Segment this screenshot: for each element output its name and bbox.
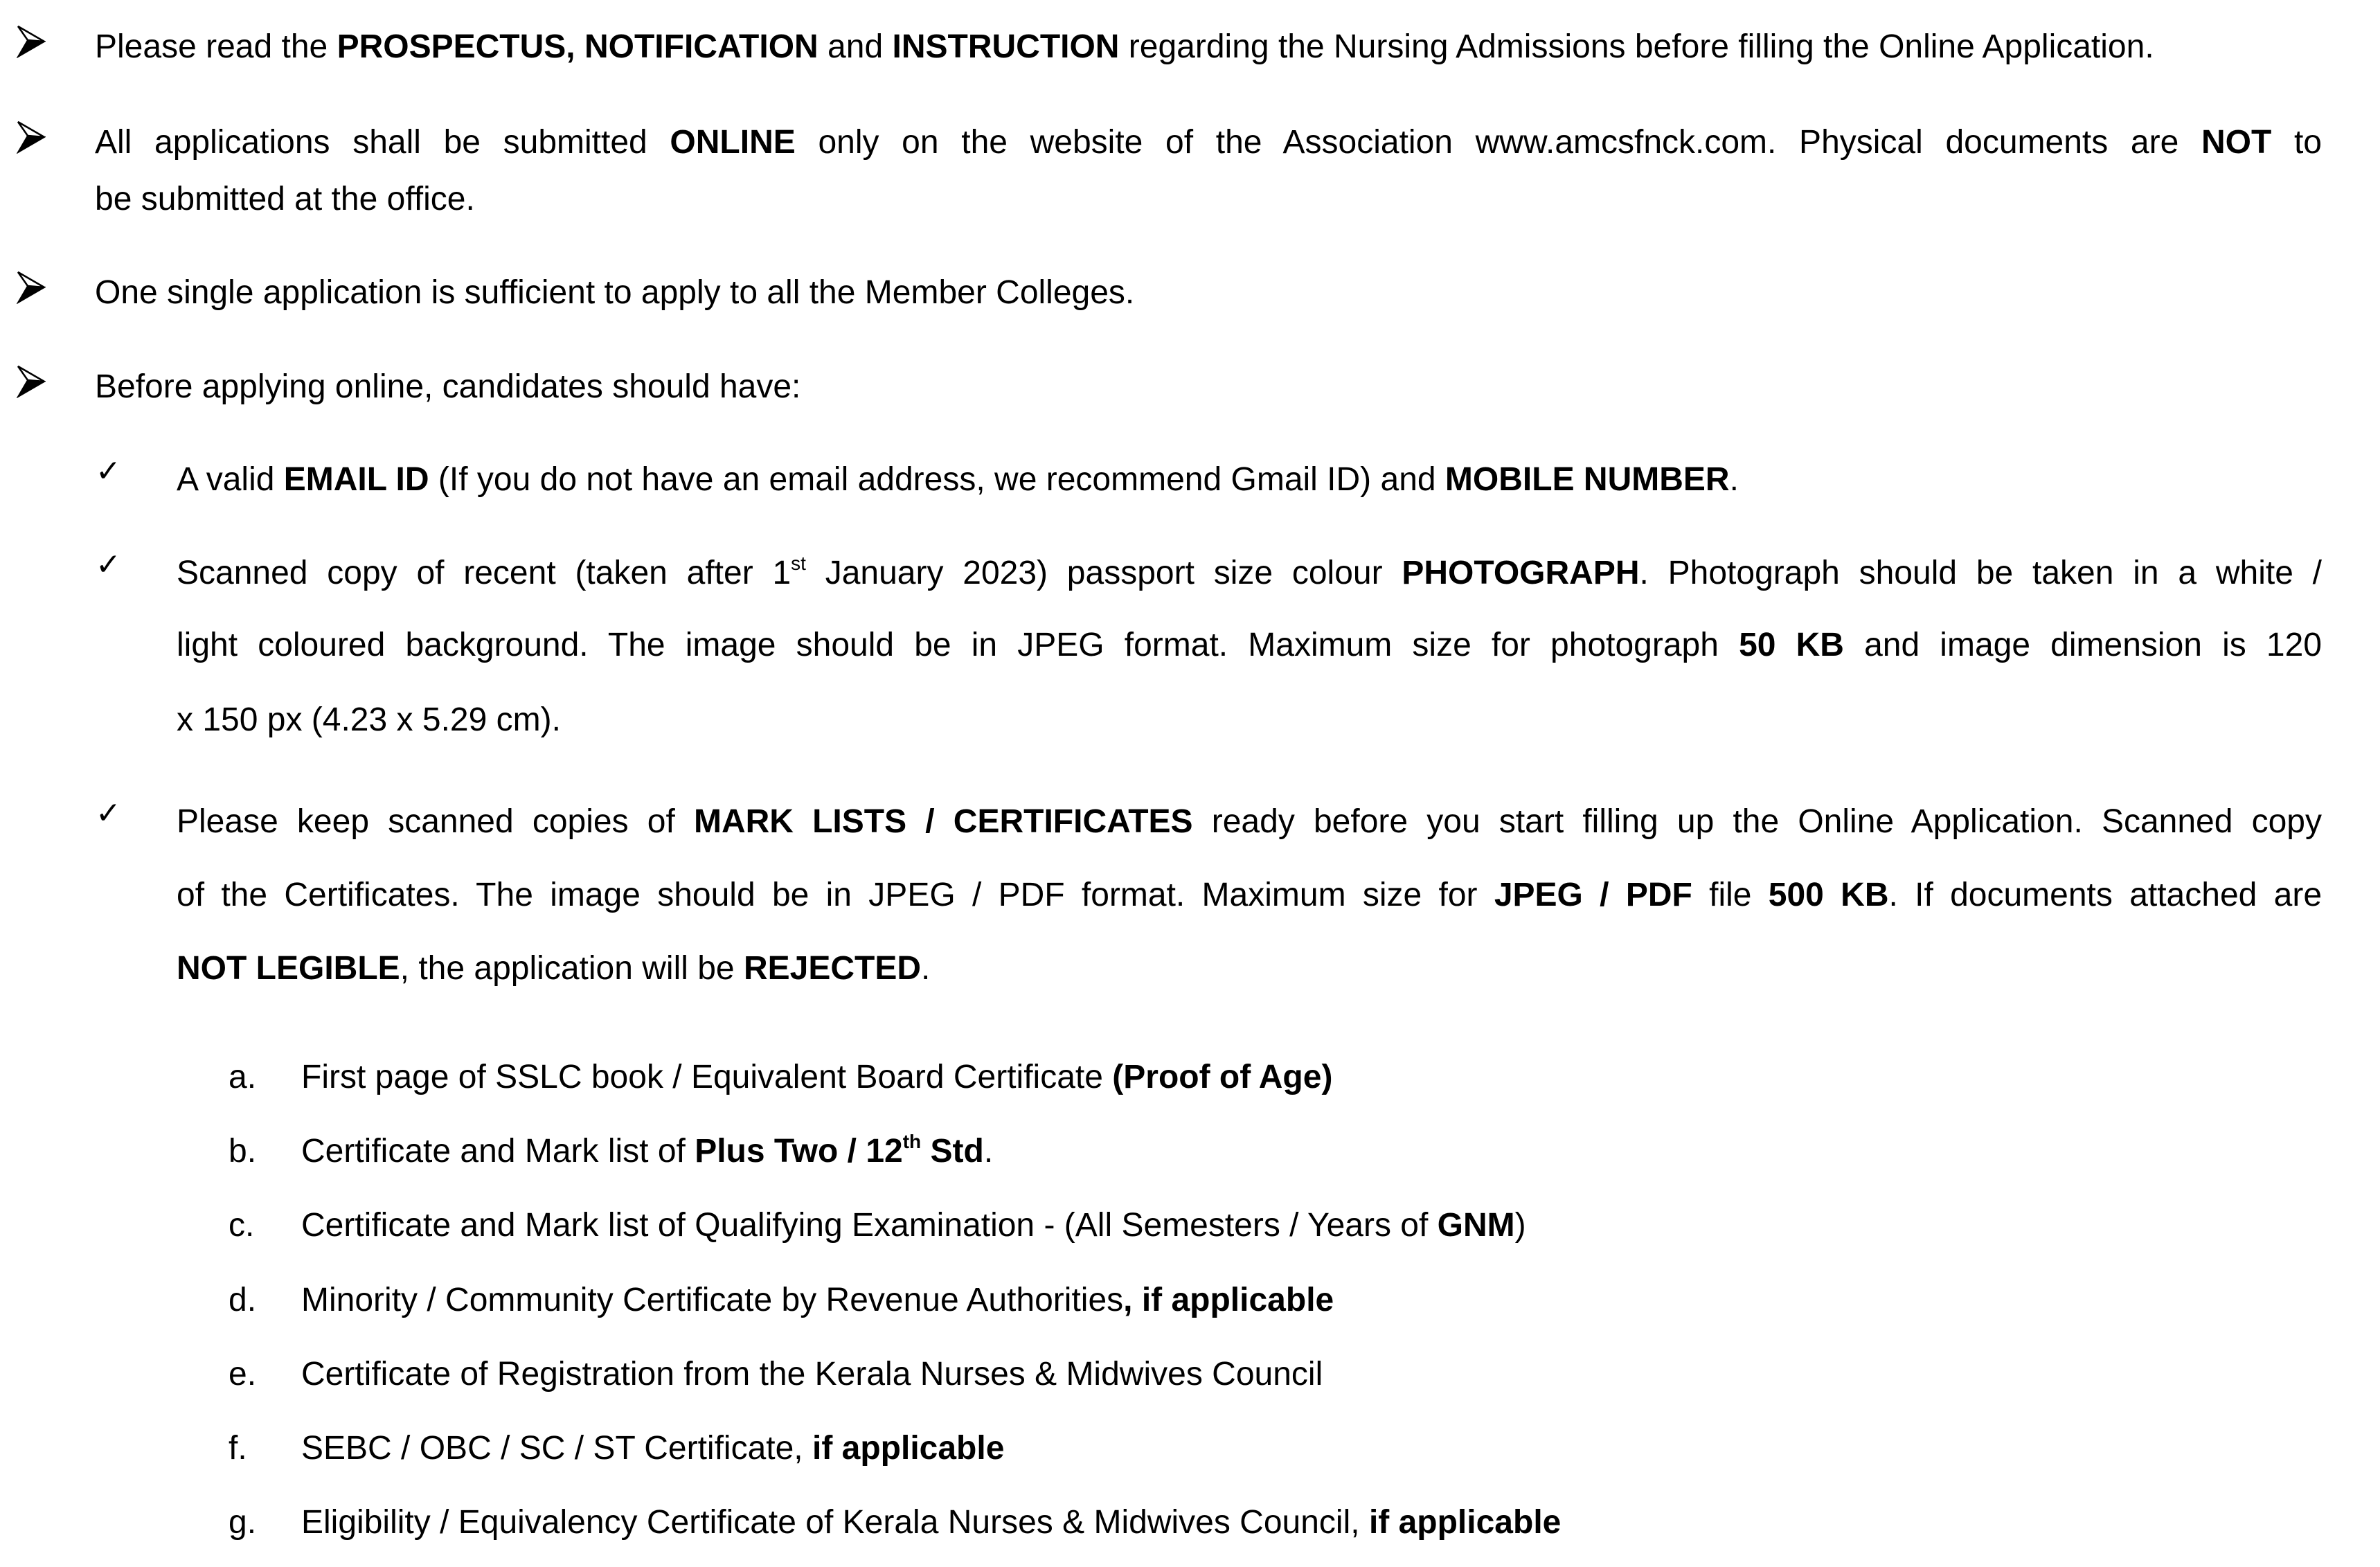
- bold-text: PHOTOGRAPH: [1402, 555, 1640, 591]
- arrow-bullet-icon: [17, 120, 46, 154]
- list-letter: g.: [229, 1504, 257, 1541]
- check-mark-icon: ✓: [96, 454, 121, 489]
- text-run: regarding the Nursing Admissions before filling the Online Application.: [1119, 28, 2154, 65]
- document-list-item: [301, 1131, 994, 1170]
- arrow-bullet-icon: [17, 25, 46, 58]
- text-run: First page of SSLC book / Equivalent Board Certificate: [301, 1059, 1113, 1095]
- text-run: of the Certificates. The image should be in JPEG / PDF format. Maximum size for: [177, 877, 1494, 913]
- text-run: Certificate of Registration from the Kerala Nurses & Midwives Council: [301, 1356, 1323, 1393]
- text-run: , the application will be: [400, 950, 744, 987]
- requirement-line: [177, 553, 2323, 591]
- document-list-item: [301, 1209, 1526, 1242]
- text-run: One single application is sufficient to apply to all the Member Colleges.: [95, 274, 1135, 311]
- document-list-item: [301, 1061, 1332, 1094]
- bold-text: PROSPECTUS, NOTIFICATION: [337, 28, 818, 65]
- bold-text: if applicable: [812, 1430, 1005, 1467]
- text-run: Minority / Community Certificate by Revenue Authorities: [301, 1282, 1124, 1318]
- requirement-line: [177, 952, 930, 985]
- bold-text: 500 KB: [1768, 877, 1889, 913]
- bold-text: NOT: [2201, 124, 2272, 161]
- text-run: January 2023) passport size colour: [805, 555, 1402, 591]
- text-run: file: [1692, 877, 1769, 913]
- bold-text: MARK LISTS / CERTIFICATES: [693, 803, 1193, 840]
- bullet-item-line: [95, 276, 1134, 310]
- text-run: Certificate and Mark list of: [301, 1133, 695, 1170]
- text-run: be submitted at the office.: [95, 181, 475, 217]
- bold-text: (Proof of Age): [1112, 1059, 1333, 1095]
- document-list-item: [301, 1284, 1334, 1317]
- list-letter: d.: [229, 1282, 257, 1318]
- text-run: ready before you start filling up the Online Application. Scanned copy: [1192, 803, 2323, 840]
- requirement-line: [177, 629, 2322, 662]
- check-mark-icon: ✓: [96, 547, 121, 582]
- bold-text: MOBILE NUMBER: [1444, 461, 1730, 498]
- bold-text: , if applicable: [1123, 1282, 1334, 1318]
- list-letter: c.: [229, 1207, 255, 1244]
- arrow-bullet-icon: [17, 365, 46, 398]
- list-letter: b.: [229, 1133, 257, 1170]
- requirement-line: [177, 463, 1739, 496]
- bold-text: JPEG / PDF: [1494, 877, 1692, 913]
- text-run: Certificate and Mark list of Qualifying Examination - (All Semesters / Years of: [301, 1207, 1438, 1244]
- bullet-item-line: [95, 126, 2322, 159]
- requirement-line: [177, 805, 2322, 839]
- text-run: light coloured background. The image should be in JPEG format. Maximum size for photograph: [177, 627, 1739, 663]
- bold-text: INSTRUCTION: [892, 28, 1120, 65]
- text-run: x 150 px (4.23 x 5.29 cm).: [177, 701, 561, 738]
- list-letter: f.: [229, 1430, 247, 1467]
- text-run: and: [818, 28, 893, 65]
- bullet-item-line: [95, 370, 800, 404]
- requirement-line: [177, 701, 561, 738]
- bullet-item-line: [95, 30, 2154, 64]
- bold-text: ONLINE: [670, 124, 796, 161]
- text-run: only on the website of the Association www.amcsfnck.com. Physical documents are: [795, 124, 2201, 161]
- list-letter: e.: [229, 1356, 257, 1393]
- text-run: . If documents attached are: [1888, 877, 2323, 913]
- bold-text: if applicable: [1368, 1504, 1562, 1541]
- text-run: .: [921, 950, 931, 987]
- document-list-item: [301, 1432, 1004, 1465]
- text-run: Scanned copy of recent (taken after 1: [177, 555, 791, 591]
- bullet-item-line: [95, 183, 475, 216]
- text-run: A valid: [177, 461, 284, 498]
- document-list-item: [301, 1506, 1561, 1539]
- text-run: SEBC / OBC / SC / ST Certificate,: [301, 1430, 812, 1467]
- bold-text: NOT LEGIBLE: [177, 950, 400, 987]
- bold-text: Std: [921, 1133, 984, 1170]
- text-run: and image dimension is 120: [1843, 627, 2322, 663]
- text-run: Please read the: [95, 28, 337, 65]
- text-run: (If you do not have an email address, we recommend Gmail ID) and: [429, 461, 1445, 498]
- text-run: . Photograph should be taken in a white /: [1639, 555, 2323, 591]
- check-mark-icon: ✓: [96, 796, 121, 831]
- bold-text: EMAIL ID: [283, 461, 429, 498]
- text-run: Eligibility / Equivalency Certificate of Kerala Nurses & Midwives Council,: [301, 1504, 1369, 1541]
- superscript-text: st: [791, 553, 806, 574]
- list-letter: a.: [229, 1059, 257, 1095]
- bold-text: th: [902, 1131, 922, 1152]
- bold-text: GNM: [1437, 1207, 1515, 1244]
- text-run: Please keep scanned copies of: [177, 803, 694, 840]
- text-run: to: [2271, 124, 2322, 161]
- bold-text: REJECTED: [743, 950, 922, 987]
- bold-text: Plus Two / 12: [695, 1133, 903, 1170]
- text-run: Before applying online, candidates should have:: [95, 368, 801, 405]
- requirement-line: [177, 879, 2322, 912]
- text-run: .: [983, 1133, 994, 1170]
- text-run: ): [1514, 1207, 1526, 1244]
- text-run: All applications shall be submitted: [95, 124, 670, 161]
- text-run: .: [1729, 461, 1739, 498]
- arrow-bullet-icon: [17, 271, 46, 304]
- document-list-item: [301, 1358, 1323, 1391]
- bold-text: 50 KB: [1739, 627, 1844, 663]
